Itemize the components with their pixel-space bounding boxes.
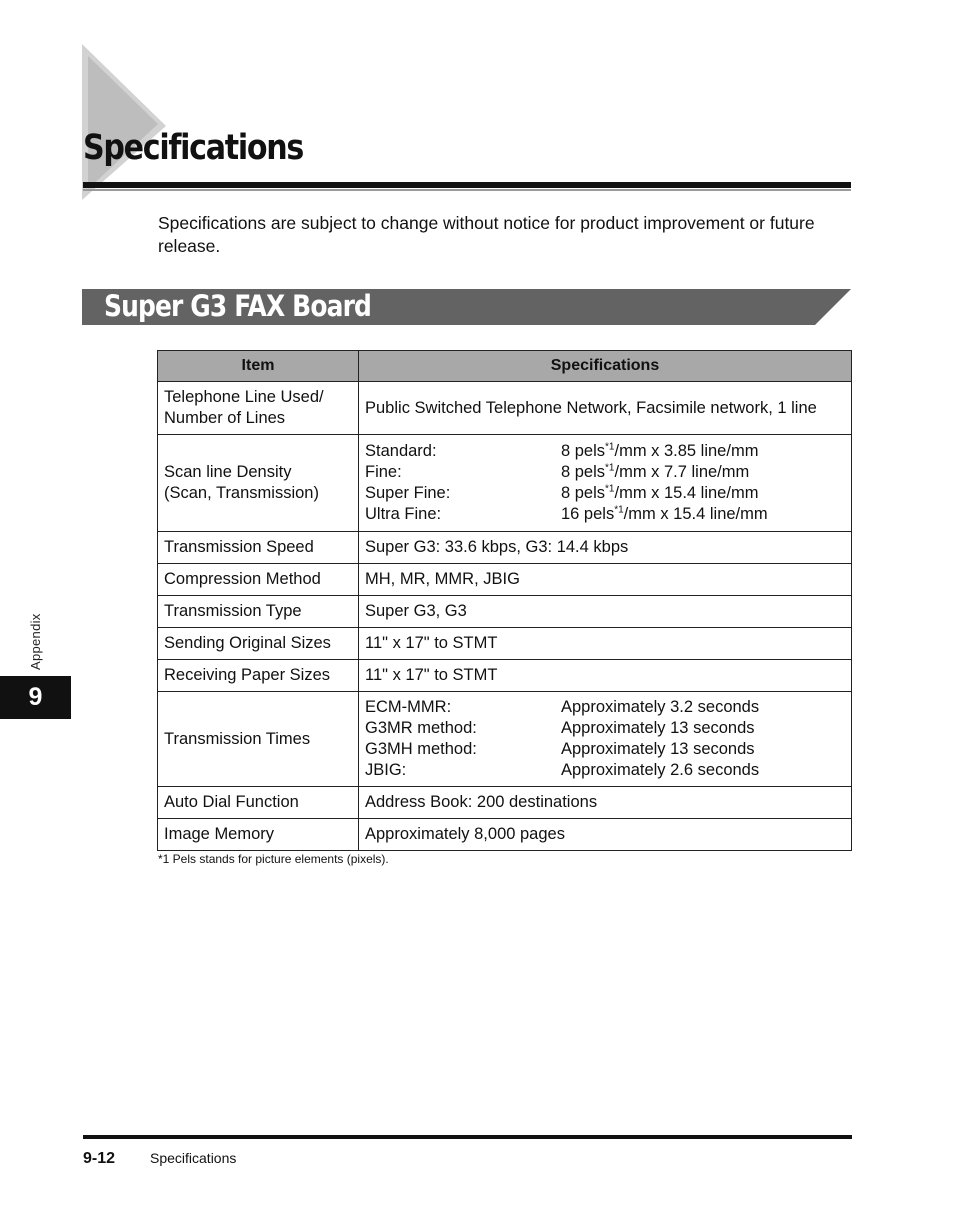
spec-label: Super Fine: xyxy=(365,484,451,502)
spec-value: Approximately 13 seconds xyxy=(561,719,755,737)
spec-value-unit: /mm x 15.4 line/mm xyxy=(614,484,759,502)
table-row xyxy=(158,660,852,692)
spec-label: Fine: xyxy=(365,463,402,481)
spec-value-unit: /mm x 3.85 line/mm xyxy=(614,442,759,460)
table-row xyxy=(158,532,852,564)
table-row xyxy=(158,596,852,628)
row-item xyxy=(158,382,359,435)
spec-value xyxy=(561,462,845,483)
table-row xyxy=(158,435,852,532)
row-item: Sending Original Sizes xyxy=(158,628,359,660)
spec-pair xyxy=(365,760,845,781)
row-spec: 11" x 17" to STMT xyxy=(359,628,852,660)
spec-value: Approximately 2.6 seconds xyxy=(561,761,760,779)
section-title: Super G3 FAX Board xyxy=(104,289,372,323)
row-spec: Approximately 8,000 pages xyxy=(359,819,852,851)
table-row xyxy=(158,787,852,819)
row-spec: Address Book: 200 destinations xyxy=(359,787,852,819)
spec-pair xyxy=(365,739,845,760)
title-triangle-decoration xyxy=(82,44,222,200)
spec-pair xyxy=(365,483,845,504)
column-header-specifications: Specifications xyxy=(359,351,852,382)
spec-pair xyxy=(365,441,845,462)
spec-label: G3MR method: xyxy=(365,719,477,737)
row-item: Transmission Speed xyxy=(158,532,359,564)
spec-pair xyxy=(365,462,845,483)
title-rule xyxy=(83,182,851,188)
row-item: Receiving Paper Sizes xyxy=(158,660,359,692)
spec-value-unit: /mm x 7.7 line/mm xyxy=(614,463,750,481)
item-line: Telephone Line Used/ xyxy=(164,388,324,406)
table-row xyxy=(158,692,852,787)
footnote-ref: *1 xyxy=(605,441,615,453)
spec-label: Standard: xyxy=(365,442,437,460)
footnote-ref: *1 xyxy=(614,504,624,516)
spec-value: Approximately 13 seconds xyxy=(561,740,755,758)
row-item: Compression Method xyxy=(158,564,359,596)
row-spec xyxy=(359,435,852,532)
spec-label: JBIG: xyxy=(365,761,407,779)
spec-value-text: 8 pels xyxy=(561,484,606,502)
column-header-item: Item xyxy=(158,351,359,382)
footnote-ref: *1 xyxy=(605,483,615,495)
spec-value xyxy=(561,504,845,525)
item-line: Scan line Density xyxy=(164,463,292,481)
row-item xyxy=(158,435,359,532)
table-row xyxy=(158,819,852,851)
table-row xyxy=(158,382,852,435)
spec-value: Approximately 3.2 seconds xyxy=(561,698,760,716)
row-spec xyxy=(359,692,852,787)
row-spec: Super G3: 33.6 kbps, G3: 14.4 kbps xyxy=(359,532,852,564)
spec-value xyxy=(561,483,845,504)
spec-pair xyxy=(365,718,845,739)
specifications-table xyxy=(157,350,852,851)
item-line: Number of Lines xyxy=(164,409,286,427)
row-spec: MH, MR, MMR, JBIG xyxy=(359,564,852,596)
spec-value-text: 8 pels xyxy=(561,442,606,460)
footer-title: Specifications xyxy=(150,1150,237,1166)
table-row xyxy=(158,564,852,596)
spec-label: G3MH method: xyxy=(365,740,477,758)
spec-value xyxy=(561,441,845,462)
spec-label: ECM-MMR: xyxy=(365,698,452,716)
footnote: *1 Pels stands for picture elements (pixels). xyxy=(158,852,389,866)
spec-value-unit: /mm x 15.4 line/mm xyxy=(623,505,768,523)
spec-label: Ultra Fine: xyxy=(365,505,442,523)
chapter-tab: 9 xyxy=(0,676,71,719)
row-spec: Public Switched Telephone Network, Facsimile network, 1 line xyxy=(359,382,852,435)
spec-value-text: 16 pels xyxy=(561,505,615,523)
chapter-side-label: Appendix xyxy=(28,613,43,670)
spec-value-text: 8 pels xyxy=(561,463,606,481)
table-header-row xyxy=(158,351,852,382)
footer-rule xyxy=(83,1135,852,1139)
row-item: Image Memory xyxy=(158,819,359,851)
page-title: Specifications xyxy=(83,128,304,168)
spec-pair xyxy=(365,504,845,525)
row-item: Auto Dial Function xyxy=(158,787,359,819)
row-item: Transmission Type xyxy=(158,596,359,628)
intro-paragraph: Specifications are subject to change without notice for product improvement or future release. xyxy=(158,213,815,256)
row-item: Transmission Times xyxy=(158,692,359,787)
item-line: (Scan, Transmission) xyxy=(164,484,319,502)
page-number: 9-12 xyxy=(83,1150,116,1167)
row-spec: 11" x 17" to STMT xyxy=(359,660,852,692)
title-rule-shadow xyxy=(83,189,851,191)
spec-pair xyxy=(365,697,845,718)
footnote-ref: *1 xyxy=(605,462,615,474)
table-row xyxy=(158,628,852,660)
row-spec: Super G3, G3 xyxy=(359,596,852,628)
